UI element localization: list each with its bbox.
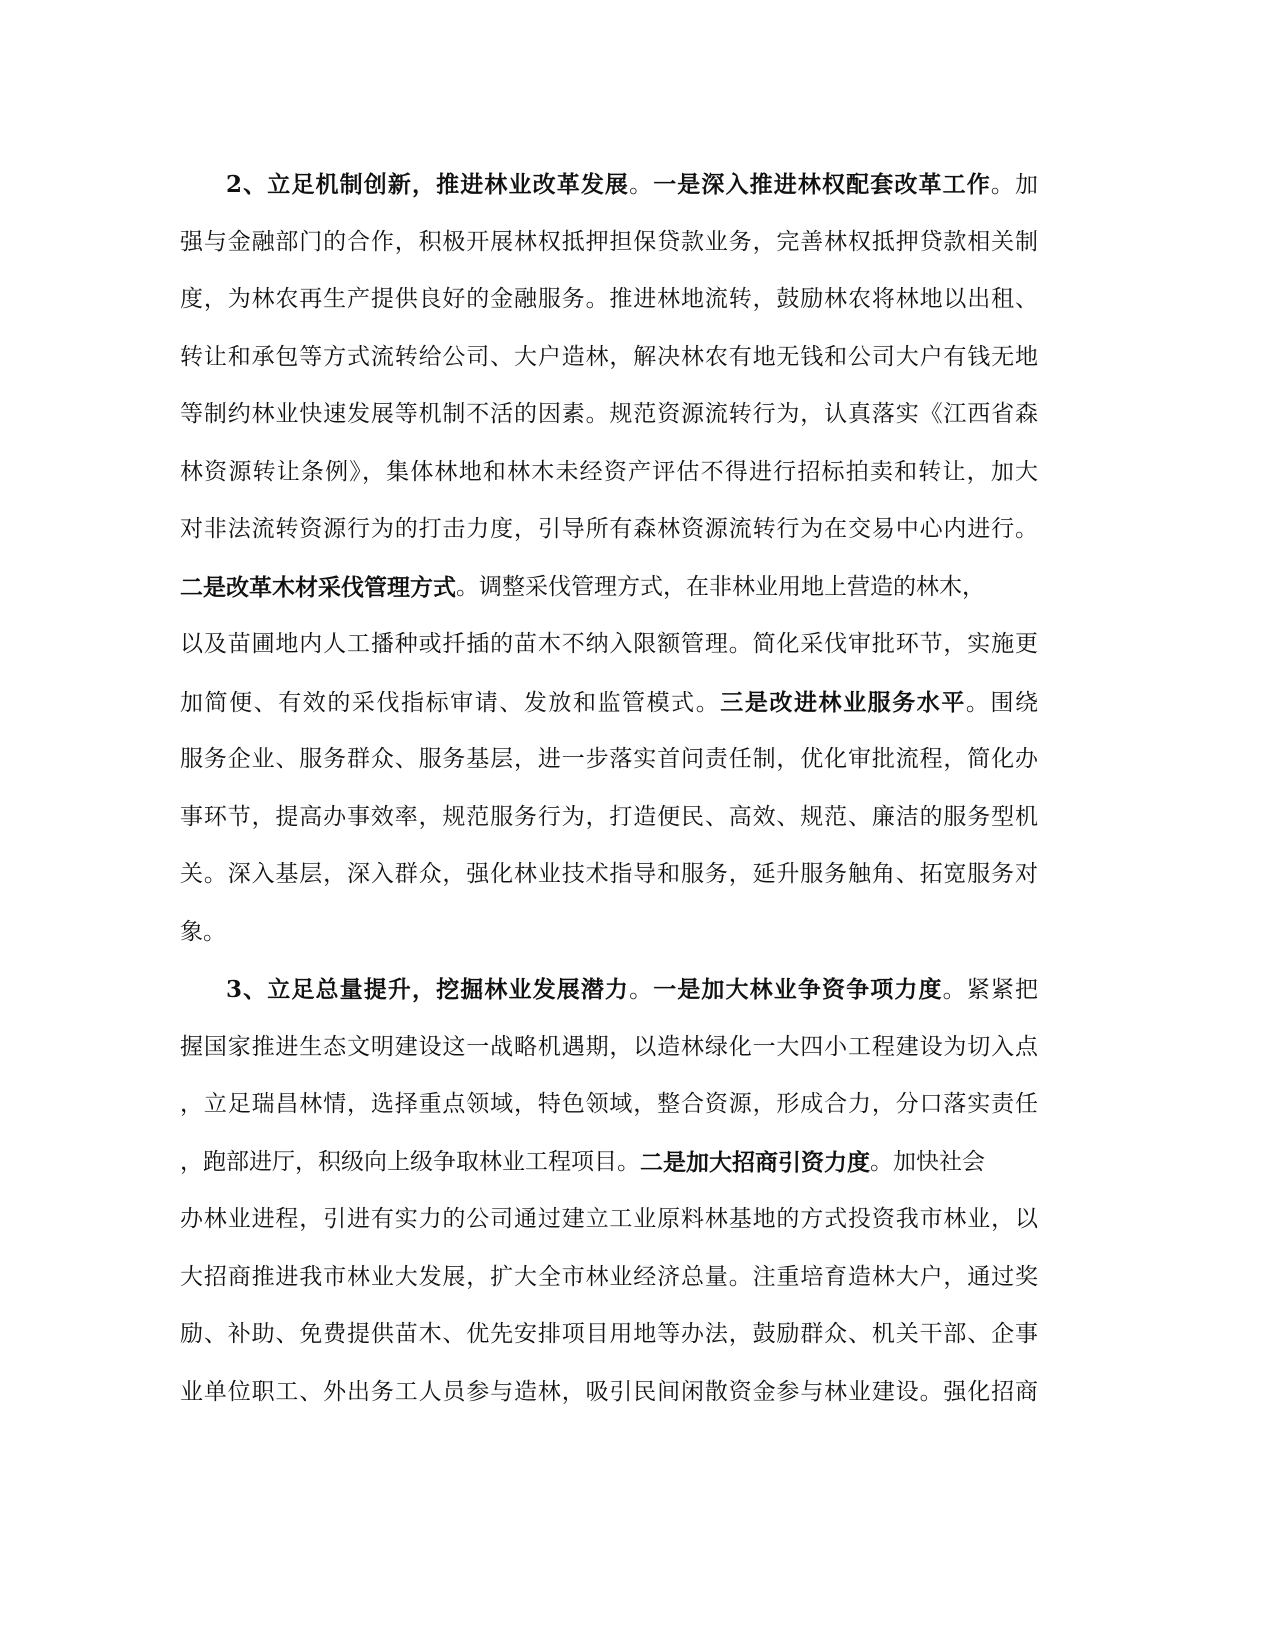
body-text-segment: 象。 bbox=[180, 918, 226, 945]
body-text-segment: 。围绕 bbox=[965, 689, 1039, 716]
body-text-segment: 林资源转让条例》，集体林地和林木未经资产评估不得进行招标拍卖和转让，加大 bbox=[180, 458, 1038, 485]
text-line bbox=[180, 674, 1038, 732]
body-text-segment: 握国家推进生态文明建设这一战略机遇期，以造林绿化一大四小工程建设为切入点 bbox=[180, 1033, 1038, 1060]
text-line bbox=[180, 501, 1038, 559]
body-text-segment: 办林业进程，引进有实力的公司通过建立工业原料林基地的方式投资我市林业，以 bbox=[180, 1206, 1038, 1232]
body-text-segment: 加简便、有效的采伐指标审请、发放和监管模式。 bbox=[180, 689, 721, 716]
bold-heading-text: 一是深入推进林权配套改革工作 bbox=[653, 171, 991, 198]
body-text bbox=[180, 156, 1038, 1421]
body-text-segment: 等制约林业快速发展等机制不活的因素。规范资源流转行为，认真落实《江西省森 bbox=[180, 401, 1038, 427]
body-text-segment: 对非法流转资源行为的打击力度，引导所有森林资源流转行为在交易中心内进行。 bbox=[180, 516, 1038, 542]
text-line bbox=[180, 731, 1038, 789]
bold-heading-text: 二是改革木材采伐管理方式 bbox=[180, 573, 456, 601]
text-line bbox=[180, 1076, 1038, 1134]
body-text-segment: 度，为林农再生产提供良好的金融服务。推进林地流转，鼓励林农将林地以出租、 bbox=[180, 286, 1038, 312]
text-line bbox=[180, 846, 1038, 904]
text-line bbox=[180, 1191, 1038, 1249]
body-text-segment: 。加 bbox=[990, 172, 1039, 198]
text-line bbox=[180, 961, 1038, 1019]
body-text-segment: ，跑部进厅，积级向上级争取林业工程项目。 bbox=[180, 1148, 640, 1175]
body-text-segment: 事环节，提高办事效率，规范服务行为，打造便民、高效、规范、廉洁的服务型机 bbox=[180, 803, 1038, 830]
text-line bbox=[180, 1306, 1038, 1364]
body-text-segment: 励、补助、免费提供苗木、优先安排项目用地等办法，鼓励群众、机关干部、企事 bbox=[180, 1321, 1038, 1347]
bold-heading-text: 三是改进林业服务水平 bbox=[720, 688, 966, 716]
body-text-segment: 。 bbox=[629, 172, 654, 198]
bold-heading-text: 二是加大招商引资力度 bbox=[640, 1148, 870, 1176]
text-line bbox=[180, 329, 1038, 387]
text-line bbox=[180, 616, 1038, 674]
body-text-segment: 。加快社会 bbox=[870, 1148, 985, 1175]
body-text-segment: 。 bbox=[629, 977, 654, 1003]
body-text-segment: 以及苗圃地内人工播种或扦插的苗木不纳入限额管理。简化采伐审批环节，实施更 bbox=[180, 631, 1038, 657]
text-line bbox=[180, 559, 1038, 617]
text-line bbox=[180, 271, 1038, 329]
body-text-segment: 转让和承包等方式流转给公司、大户造林，解决林农有地无钱和公司大户有钱无地 bbox=[180, 343, 1038, 370]
body-text-segment: 。紧紧把 bbox=[942, 977, 1039, 1003]
text-line bbox=[180, 444, 1038, 502]
bold-heading-text: 3、立足总量提升，挖掘林业发展潜力 bbox=[226, 976, 630, 1003]
body-text-segment: 强与金融部门的合作，积极开展林权抵押担保贷款业务，完善林权抵押贷款相关制 bbox=[180, 228, 1038, 255]
text-line bbox=[180, 1249, 1038, 1307]
body-text-segment: 大招商推进我市林业大发展，扩大全市林业经济总量。注重培育造林大户，通过奖 bbox=[180, 1263, 1038, 1290]
text-line bbox=[180, 156, 1038, 214]
text-line bbox=[180, 1364, 1038, 1422]
text-line bbox=[180, 386, 1038, 444]
body-text-segment: 关。深入基层，深入群众，强化林业技术指导和服务，延升服务触角、拓宽服务对 bbox=[180, 861, 1038, 887]
body-text-segment: 。调整采伐管理方式，在非林业用地上营造的林木， bbox=[456, 573, 985, 600]
text-line bbox=[180, 1019, 1038, 1077]
text-line bbox=[180, 214, 1038, 272]
text-line bbox=[180, 904, 1038, 962]
bold-heading-text: 2、立足机制创新，推进林业改革发展 bbox=[226, 171, 630, 198]
body-text-segment: ，立足瑞昌林情，选择重点领域，特色领域，整合资源，形成合力，分口落实责任 bbox=[180, 1091, 1038, 1117]
body-text-segment: 业单位职工、外出务工人员参与造林，吸引民间闲散资金参与林业建设。强化招商 bbox=[180, 1378, 1038, 1405]
text-line bbox=[180, 1134, 1038, 1192]
text-line bbox=[180, 789, 1038, 847]
body-text-segment: 服务企业、服务群众、服务基层，进一步落实首问责任制，优化审批流程，简化办 bbox=[180, 746, 1038, 772]
bold-heading-text: 一是加大林业争资争项力度 bbox=[653, 976, 943, 1003]
